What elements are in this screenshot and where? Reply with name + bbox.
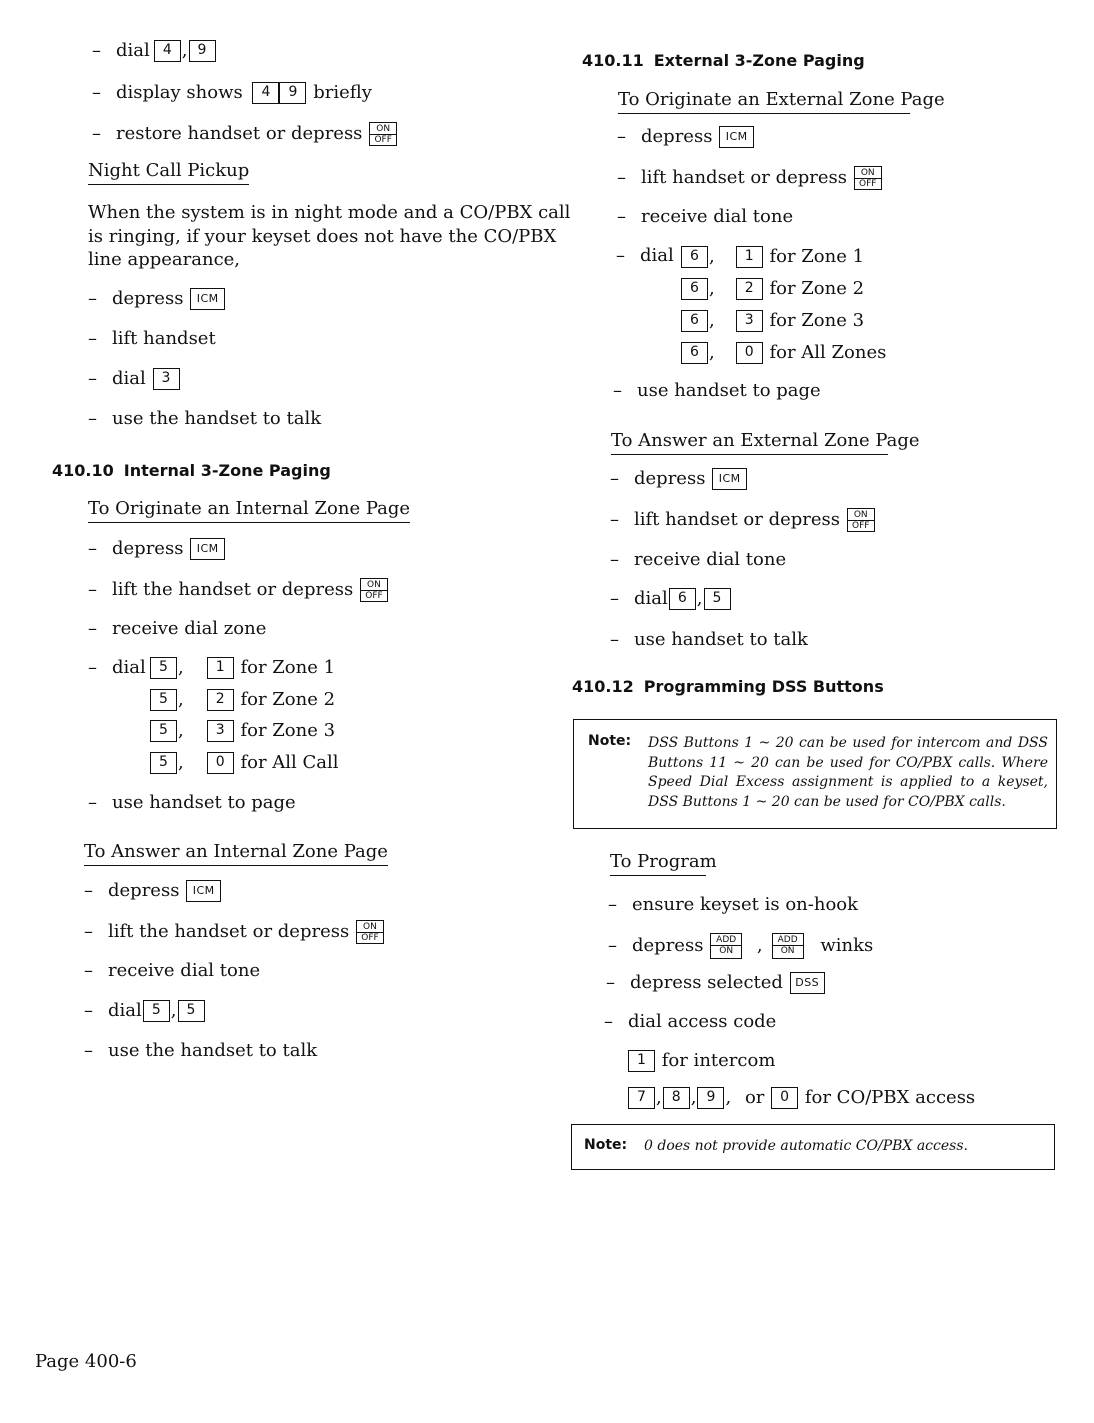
prog-step-ensure: – ensure keyset is on-hook <box>608 894 859 915</box>
section-410-10-heading: 410.10 Internal 3-Zone Paging <box>52 461 331 480</box>
key-4: 4 <box>154 40 181 62</box>
intercom-code-row: 1 for intercom <box>627 1050 775 1072</box>
dss-note-box <box>573 719 1057 829</box>
int-ans-lift: – lift the handset or depress ON OFF <box>84 920 385 944</box>
note-text: 0 does not provide automatic CO/PBX access. <box>644 1138 968 1154</box>
int-ans-dial: – dial 5 , 5 <box>84 1000 206 1022</box>
ext-zone-row: 6 , 3 for Zone 3 <box>680 310 864 332</box>
int-zone-row: 5 , 2 for Zone 2 <box>149 689 335 711</box>
ext-step-receive: – receive dial tone <box>617 206 794 227</box>
ext-zone-row: 6 , 0 for All Zones <box>680 342 886 364</box>
add-on-key-icon: ADD ON <box>772 933 804 959</box>
note-box-2 <box>571 1124 1055 1170</box>
night-step-talk: – use the handset to talk <box>88 408 322 429</box>
key-3: 3 <box>153 368 180 390</box>
note-text: DSS Buttons 1 ~ 20 can be used for intercom and DSS Buttons 11 ~ 20 can be used for CO/PBX calls. Where Speed Dial Excess assignment is applied to a keyset, DSS Buttons 1 ~ 20 can be used for CO/PBX calls. <box>648 735 1048 810</box>
key-9: 9 <box>189 40 216 62</box>
night-step-depress: – depress ICM <box>88 288 226 310</box>
int-zone-row: 5 , 0 for All Call <box>149 752 339 774</box>
ext-zone-row: 6 , 2 for Zone 2 <box>680 278 864 300</box>
ext-step-dial-label: – dial <box>616 245 674 266</box>
note-label: Note: <box>588 733 632 749</box>
night-step-lift: – lift handset <box>88 328 216 349</box>
on-off-key-icon: ON OFF <box>356 920 384 944</box>
ext-step-page: – use handset to page <box>613 380 821 401</box>
prog-step-depress: – depress ADD ON , ADD ON winks <box>608 933 873 959</box>
dss-key-icon: DSS <box>790 972 825 994</box>
display-digit-4: 4 <box>252 82 279 104</box>
on-off-key-icon: ON OFF <box>360 578 388 602</box>
ext-ans-receive: – receive dial tone <box>610 549 787 570</box>
ext-ans-lift: – lift handset or depress ON OFF <box>610 508 876 532</box>
int-ans-talk: – use the handset to talk <box>84 1040 318 1061</box>
page-number: Page 400-6 <box>35 1351 137 1372</box>
external-originate-heading: To Originate an External Zone Page <box>618 89 910 114</box>
int-zone-row: 5 , 3 for Zone 3 <box>149 720 335 742</box>
ext-ans-dial: – dial 6 , 5 <box>610 588 732 610</box>
prog-step-dial-access: – dial access code <box>604 1011 777 1032</box>
icm-key-icon: ICM <box>712 468 747 490</box>
int-step-receive: – receive dial zone <box>88 618 267 639</box>
int-step-dial-label: – dial <box>88 657 146 678</box>
internal-answer-heading: To Answer an Internal Zone Page <box>84 841 388 866</box>
int-step-lift: – lift the handset or depress ON OFF <box>88 578 389 602</box>
ext-step-lift: – lift handset or depress ON OFF <box>617 166 883 190</box>
step-restore-handset: – restore handset or depress ON OFF <box>92 122 398 146</box>
icm-key-icon: ICM <box>186 880 221 902</box>
ext-zone-row: 6 , 1 for Zone 1 <box>680 246 864 268</box>
icm-key-icon: ICM <box>190 538 225 560</box>
ext-step-depress: – depress ICM <box>617 126 755 148</box>
ext-ans-depress: – depress ICM <box>610 468 748 490</box>
night-call-pickup-heading: Night Call Pickup <box>88 160 249 185</box>
co-pbx-code-row: 7 , 8 , 9 , or 0 for CO/PBX access <box>627 1087 975 1109</box>
ext-ans-talk: – use handset to talk <box>610 629 808 650</box>
prog-step-depress-selected: – depress selected DSS <box>606 972 826 994</box>
display-digit-9: 9 <box>279 82 306 104</box>
int-ans-depress: – depress ICM <box>84 880 222 902</box>
on-off-key-icon: ON OFF <box>847 508 875 532</box>
section-410-12-heading: 410.12 Programming DSS Buttons <box>572 677 884 696</box>
step-display-shows: – display shows 4 9 briefly <box>92 82 372 103</box>
note-label: Note: <box>584 1137 628 1153</box>
on-off-key-icon: ON OFF <box>854 166 882 190</box>
icm-key-icon: ICM <box>719 126 754 148</box>
night-step-dial: – dial 3 <box>88 368 181 390</box>
int-step-depress: – depress ICM <box>88 538 226 560</box>
night-call-paragraph: When the system is in night mode and a CO/PBX call is ringing, if your keyset does not have the CO/PBX line appearance, <box>88 202 571 270</box>
to-program-heading: To Program <box>610 851 706 876</box>
external-answer-heading: To Answer an External Zone Page <box>611 430 888 455</box>
step-dial-49: – dial 4 , 9 <box>92 40 217 62</box>
section-410-11-heading: 410.11 External 3-Zone Paging <box>582 51 865 70</box>
on-off-key-icon: ON OFF <box>369 122 397 146</box>
int-ans-receive: – receive dial tone <box>84 960 261 981</box>
icm-key-icon: ICM <box>190 288 225 310</box>
int-zone-row: 5 , 1 for Zone 1 <box>149 657 335 679</box>
internal-originate-heading: To Originate an Internal Zone Page <box>88 498 410 523</box>
add-on-key-icon: ADD ON <box>710 933 742 959</box>
int-step-page: – use handset to page <box>88 792 296 813</box>
